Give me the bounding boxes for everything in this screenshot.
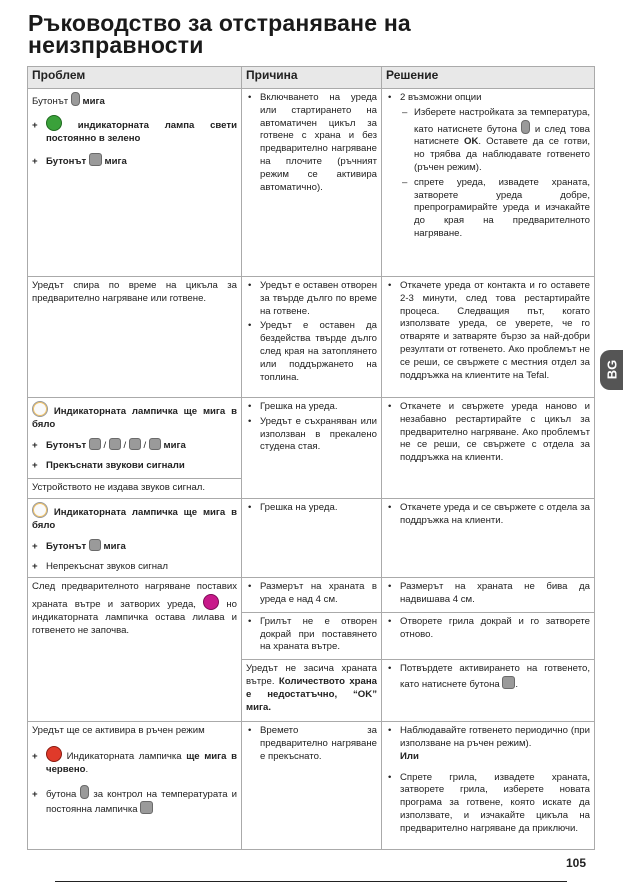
solution-cell xyxy=(382,722,595,850)
table-row xyxy=(28,277,595,398)
header-solution: Решение xyxy=(382,67,595,89)
page-title: Ръководство за отстраняване на неизправности xyxy=(28,10,411,58)
problem-cell: Уредът ще се активира в ръчен режим + Индикаторната лампичка ще мига в червено. + бутона за контрол на температурата и постоянна лампичка xyxy=(28,722,242,850)
solution-cell xyxy=(382,89,595,277)
cause-cell xyxy=(242,578,382,613)
solution-item: • Потвърдете активирането на готвенето, като натиснете бутона . xyxy=(386,663,590,692)
solution-option-1: – Изберете настройката за температура, като натиснете бутона и след това натиснете OK. Оставете да се готви, но трябва да наблюдавате готвенето (ръчен режим). xyxy=(400,107,590,175)
table-row xyxy=(28,498,595,577)
cause-item: • Грешка на уреда. xyxy=(246,502,377,515)
cause-cell: Уредът не засича храната вътре. Количеството храна е недостатъчно, “OK” мига. xyxy=(242,660,382,722)
thermometer-button-icon xyxy=(521,120,530,134)
cause-cell xyxy=(242,398,382,499)
solution-cell xyxy=(382,578,595,613)
troubleshooting-table xyxy=(27,66,595,850)
problem-line: + Прекъснати звукови сигнали xyxy=(32,460,185,472)
problem-line: + Индикаторната лампичка ще мига в червено. xyxy=(46,746,237,777)
red-lamp-icon xyxy=(46,746,62,762)
problem-line: + бутона за контрол на температурата и постоянна лампичка xyxy=(46,785,237,818)
page-number: 105 xyxy=(566,856,587,870)
solution-cell xyxy=(382,498,595,577)
cause-item: • Уредът е оставен отворен за твърде дълго по време на готвене. xyxy=(246,280,377,318)
cause-item: • Времето за предварително нагряване е прекъснато. xyxy=(246,725,377,763)
solution-item: • Откачете уреда и се свържете с отдела за поддръжка на клиенти. xyxy=(386,502,590,528)
footer-divider xyxy=(55,881,567,882)
purple-lamp-icon xyxy=(203,594,219,610)
cause-cell xyxy=(242,498,382,577)
problem-subcell: Устройството не издава звуков сигнал. xyxy=(28,478,241,498)
ok-button-icon xyxy=(89,153,102,166)
problem-cell: Уредът спира по време на цикъла за предварително нагряване или готвене. xyxy=(28,277,242,398)
header-cause: Причина xyxy=(242,67,382,89)
cause-item: • Уредът е съхраняван или използван в прекалено студена стая. xyxy=(246,416,377,454)
cause-item: • Грилът не е отворен докрай при поставянето на храната вътре. xyxy=(246,616,377,654)
program-button-icon xyxy=(129,438,141,450)
white-lamp-icon xyxy=(32,502,48,518)
cause-cell xyxy=(242,277,382,398)
solution-item: • Откачете уреда от контакта и го оставете 2-3 минути, след това рестартирайте процеса. Следващия път, когато използвате уреда, се уверете, че го отваряте и затваряте бързо за най-добри резултати от готвенето. Ако проблемът не се реши, се свържете с местния отдел за поддръжка на клиентите на Tefal. xyxy=(386,280,590,382)
cause-item: • Уредът е оставен да бездейства твърде дълго след края на затоплянето или поддържането на топлина. xyxy=(246,320,377,384)
program-button-icon xyxy=(89,438,101,450)
green-lamp-icon xyxy=(46,115,62,131)
program-button-icon xyxy=(109,438,121,450)
problem-cell xyxy=(28,89,242,277)
language-tab: BG xyxy=(600,350,623,390)
white-lamp-icon xyxy=(32,401,48,417)
solution-cell xyxy=(382,398,595,499)
solution-option-2: – спрете уреда, извадете храната, затворете уреда добре, препрограмирайте уреда и изчакайте до края на предварителното нагряване. xyxy=(400,177,590,241)
cause-cell xyxy=(242,89,382,277)
problem-line: + Бутонът мига xyxy=(32,540,126,552)
solution-item: • Отворете грила докрай и го затворете отново. xyxy=(386,616,590,642)
table-row xyxy=(28,89,595,277)
problem-line: Индикаторната лампичка ще мига в бяло xyxy=(32,502,237,533)
solution-item: • Спрете грила, извадете храната, затворете грила, изберете новата програма за готвене, която искате да използвате, и изчакайте цикъла на предварително нагряване да приключи. xyxy=(386,772,590,836)
table-row xyxy=(28,722,595,850)
problem-cell xyxy=(28,498,242,577)
program-button-icon xyxy=(149,438,161,450)
problem-line: + Бутонът / / / мига xyxy=(32,439,186,451)
solution-cell xyxy=(382,277,595,398)
cause-cell xyxy=(242,612,382,659)
cause-item: • Включването на уреда или стартирането на автоматичен цикъл за готвене с храна и без предварително нагряване на плочите (ръчният режим се активира автоматично). xyxy=(246,92,377,194)
problem-intro: Бутонът мига xyxy=(32,92,237,109)
table-row xyxy=(28,398,595,499)
problem-line: + Непрекъснат звуков сигнал xyxy=(32,561,168,573)
problem-line: Индикаторната лампичка ще мига в бяло xyxy=(32,401,237,432)
solution-item: • Размерът на храната не бива да надвишава 4 см. xyxy=(386,581,590,607)
thermometer-button-icon xyxy=(71,92,80,106)
problem-line: + Бутонът мига xyxy=(46,153,237,169)
solution-cell xyxy=(382,612,595,659)
cause-cell xyxy=(242,722,382,850)
solution-item: • 2 възможни опции – Изберете настройката за температура, като натиснете бутона и след това натиснете OK. Оставете да се готви, но трябва да наблюдавате готвенето (ръчен режим). – спрете уреда, извадете храната, затворете уреда добре, препрограмирайте уреда и изчакайте до края на предварителното нагряване. xyxy=(386,92,590,241)
solution-item: • Откачете и свържете уреда наново и незабавно рестартирайте с цикъл за предварително нагряване. Ако проблемът не се реши, се свържете с отдела за поддръжка на клиенти. xyxy=(386,401,590,465)
cause-item: • Грешка на уреда. xyxy=(246,401,377,414)
problem-cell xyxy=(28,398,242,499)
solution-item: • Наблюдавайте готвенето периодично (при използване на ръчен режим). Или xyxy=(386,725,590,763)
table-row xyxy=(28,578,595,613)
thermometer-button-icon xyxy=(80,785,89,799)
program-button-icon xyxy=(89,539,101,551)
problem-line: + индикаторната лампа свети постоянно в зелено xyxy=(46,115,237,146)
cause-item: • Размерът на храната в уреда е над 4 см. xyxy=(246,581,377,607)
ok-button-icon xyxy=(140,801,153,814)
table-header-row xyxy=(28,67,595,89)
problem-cell: След предварителното нагряване поставих храната вътре и затворих уреда, но индикаторната лампичка остава лилава и готвенето не започва. xyxy=(28,578,242,722)
header-problem: Проблем xyxy=(28,67,242,89)
ok-button-icon xyxy=(502,676,515,689)
solution-cell xyxy=(382,660,595,722)
